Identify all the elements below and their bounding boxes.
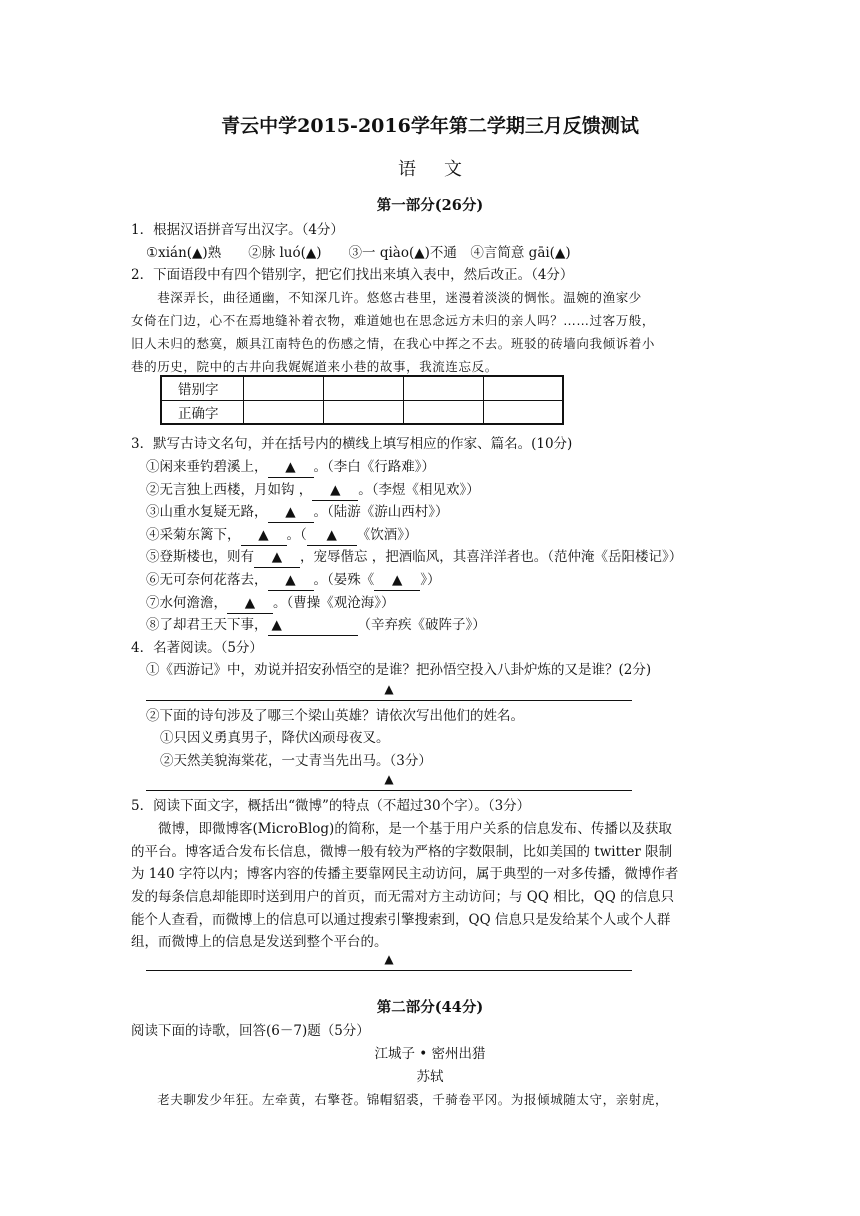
q3-item-source: 《饮酒》）	[356, 527, 418, 543]
table-row	[161, 376, 563, 400]
q3-item-text: ④采菊东篱下，	[146, 527, 241, 543]
q2-passage-line: 女倚在门边，心不在焉地缝补着衣物，难道她也在思念远方未归的亲人吗？……过客万般，	[131, 313, 656, 328]
q3-item-text: ⑥无可奈何花落去，	[146, 572, 268, 588]
q3-item	[146, 480, 480, 501]
q5-passage-line: 发的每条信息却能即时送到用户的首页，而无需对方主动访问；与 QQ 相比，QQ 的信息只	[131, 889, 675, 905]
q3-item-text: ⑤登斯楼也，则有	[146, 549, 254, 565]
q5-passage-line: 为 140 字符以内；博客内容的传播主要靠网民主动访问，属于典型的一对多传播，微博作者	[131, 866, 679, 882]
q3-item	[146, 502, 449, 523]
answer-blank[interactable]: ▲	[268, 502, 314, 523]
answer-line[interactable]: ▲	[146, 948, 632, 971]
q3-item	[146, 615, 486, 636]
answer-blank[interactable]: ▲	[268, 615, 358, 636]
part2-intro: 阅读下面的诗歌，回答(6－7)题（5分）	[131, 1023, 370, 1039]
q3-item-source: 。（陆游《游山西村》）	[313, 504, 449, 520]
row-label-correct: 正确字	[161, 400, 243, 424]
row-label-wrong: 错别字	[161, 376, 243, 400]
q5-passage-line: 能个人查看，而微博上的信息可以通过搜索引擎搜索到，QQ 信息只是发给某个人或个人群	[131, 912, 671, 928]
q5-passage-line: 的平台。博客适合发布长信息，微博一般有较为严格的字数限制，比如美国的 twitter 限制	[131, 844, 673, 860]
q2-prompt: 2．下面语段中有四个错别字，把它们找出来填入表中，然后改正。（4分）	[131, 267, 574, 283]
part2-heading: 第二部分(44分)	[376, 999, 484, 1016]
q5-prompt: 5．阅读下面文字，概括出“微博”的特点（不超过30个字）。（3分）	[131, 798, 531, 814]
q1-items: ①xián(▲)熟 ②脉 luó(▲) ③一 qiào(▲)不通 ④言简意 gāi(▲)	[146, 245, 571, 261]
poem-title: 江城子 • 密州出猎	[374, 1046, 486, 1062]
q3-item-text: ②无言独上西楼，月如钩 ，	[146, 482, 313, 498]
answer-line[interactable]: ▲	[146, 678, 632, 701]
q3-item	[146, 457, 435, 478]
answer-cell[interactable]	[243, 400, 323, 424]
poem-author: 苏轼	[416, 1069, 444, 1085]
answer-blank[interactable]: ▲	[374, 570, 420, 591]
answer-cell[interactable]	[323, 376, 403, 400]
page-title: 青云中学2015-2016学年第二学期三月反馈测试	[221, 115, 639, 137]
q4-verse: ①只因义勇真男子，降伏凶顽母夜叉。	[160, 730, 390, 746]
q3-item-text: ⑧了却君王天下事，	[146, 617, 268, 633]
q3-item-text: ③山重水复疑无路，	[146, 504, 268, 520]
q5-passage-line: 组，而微博上的信息是发送到整个平台的。	[131, 934, 388, 950]
q3-item-source: 》）	[420, 572, 441, 588]
answer-blank[interactable]: ▲	[312, 480, 358, 501]
answer-blank[interactable]: ▲	[241, 525, 287, 546]
answer-cell[interactable]	[483, 376, 563, 400]
q2-passage-line: 旧人未归的愁寞，颇具江南特色的伤感之情，在我心中挥之不去。班驳的砖墙向我倾诉着小	[131, 336, 656, 351]
answer-blank[interactable]: ▲	[268, 570, 314, 591]
q5-passage-line: 微博，即微博客(MicroBlog)的简称，是一个基于用户关系的信息发布、传播以及获取	[131, 821, 672, 837]
answer-blank[interactable]: ▲	[227, 593, 273, 614]
error-correction-table	[160, 375, 564, 425]
table-row	[161, 400, 563, 424]
q3-prompt: 3．默写古诗文名句，并在括号内的横线上填写相应的作家、篇名。(10分)	[131, 436, 573, 452]
q4-prompt: 4．名著阅读。（5分）	[131, 640, 263, 656]
q3-item-source: 。（	[286, 527, 307, 543]
poem-line: 老夫聊发少年狂。左牵黄，右擎苍。锦帽貂裘，千骑卷平冈。为报倾城随太守，亲射虎，	[131, 1092, 669, 1107]
answer-blank[interactable]: ▲	[307, 525, 357, 546]
q3-item-source: 。（晏殊《	[313, 572, 375, 588]
answer-cell[interactable]	[243, 376, 323, 400]
q3-item	[146, 570, 441, 591]
q1-prompt: 1．根据汉语拼音写出汉字。（4分）	[131, 222, 344, 238]
answer-line[interactable]: ▲	[146, 768, 632, 791]
answer-cell[interactable]	[403, 376, 483, 400]
q2-passage-line: 巷的历史，院中的古井向我娓娓道来小巷的故事，我流连忘反。	[131, 359, 498, 374]
q4-sub1: ①《西游记》中，劝说并招安孙悟空的是谁？把孙悟空投入八卦炉炼的又是谁？(2分)	[146, 662, 652, 678]
q3-item-source: 。（李煜《相见欢》）	[358, 482, 480, 498]
q4-verse: ②天然美貌海棠花，一丈青当先出马。（3分）	[160, 753, 432, 769]
q3-item	[146, 547, 682, 568]
q4-sub2: ②下面的诗句涉及了哪三个梁山英雄？请依次写出他们的姓名。	[146, 708, 524, 724]
q3-item-text: ⑦水何澹澹，	[146, 595, 227, 611]
answer-blank[interactable]: ▲	[268, 457, 314, 478]
q3-item-source: ，宠辱偕忘 ，把酒临风，其喜洋洋者也。（范仲淹《岳阳楼记》）	[300, 549, 683, 565]
part1-heading: 第一部分(26分)	[376, 197, 484, 214]
q3-item-source: （辛弃疾《破阵子》）	[357, 617, 486, 633]
q3-item	[146, 525, 418, 546]
answer-cell[interactable]	[403, 400, 483, 424]
answer-cell[interactable]	[483, 400, 563, 424]
subject-title: 语文	[398, 159, 490, 180]
q3-item	[146, 593, 395, 614]
q2-passage-line: 巷深弄长，曲径通幽，不知深几许。悠悠古巷里，迷漫着淡淡的惆怅。温婉的渔家少	[131, 290, 642, 305]
answer-blank[interactable]: ▲	[254, 547, 300, 568]
q3-item-source: 。（李白《行路难》）	[313, 459, 435, 475]
q3-item-text: ①闲来垂钓碧溪上，	[146, 459, 268, 475]
q3-item-source: 。（曹操《观沧海》）	[273, 595, 395, 611]
answer-cell[interactable]	[323, 400, 403, 424]
